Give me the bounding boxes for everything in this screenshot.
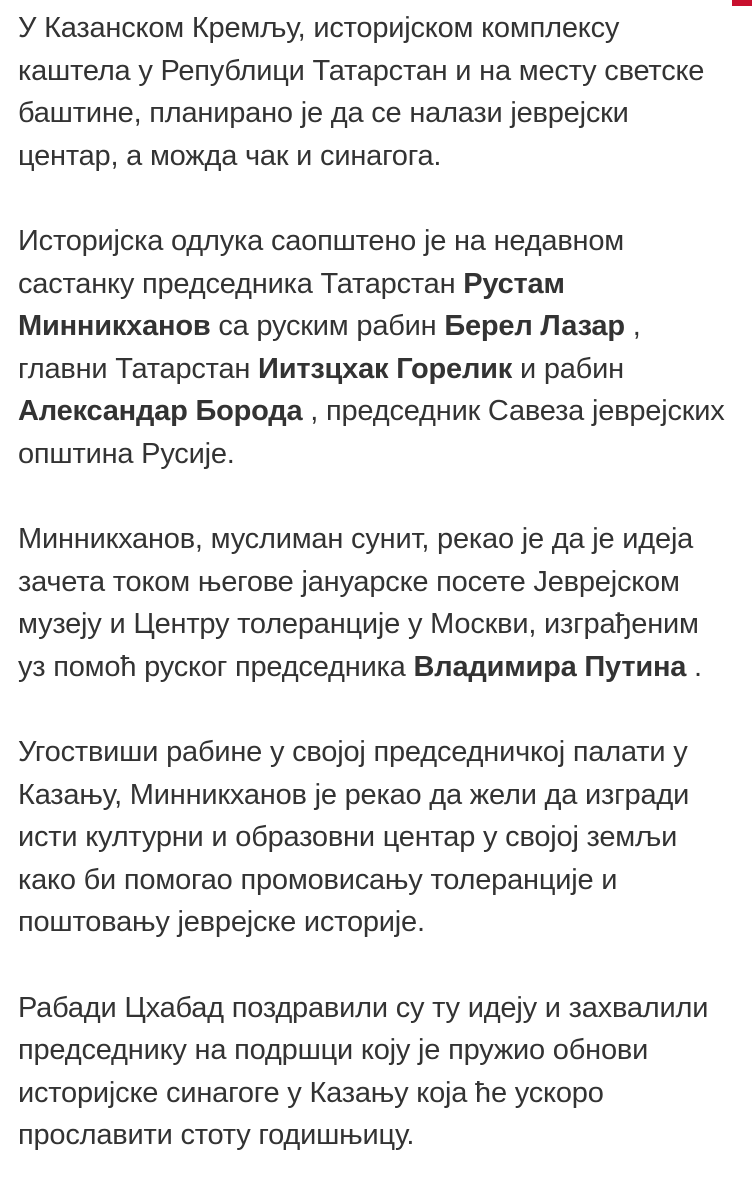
paragraph-1 xyxy=(18,0,734,177)
person-name: Александар Борода xyxy=(18,395,303,427)
person-name: Берел Лазар xyxy=(444,310,625,342)
paragraph-text: са руским рабин xyxy=(210,310,445,342)
paragraph-text: Минникханов, муслиман сунит, рекао је да је идеја зачета током његове јануарске посете Јеврејском музеју и Центру толеранције у Москви, изграђеним уз помоћ руског председника xyxy=(18,523,699,683)
paragraph-text: , главни Татарстан xyxy=(18,310,641,385)
paragraph-text: и рабин xyxy=(512,352,624,385)
paragraph-5 xyxy=(18,987,734,1157)
paragraph-text: . xyxy=(686,650,702,683)
person-name: Иитзцхак Горелик xyxy=(258,352,513,385)
paragraph-3 xyxy=(18,518,734,688)
paragraph-4 xyxy=(18,731,734,944)
paragraph-text: Историјска одлука саопштено је на недавном састанку председника Татарстан xyxy=(18,225,625,300)
person-name: Рустам Минникханов xyxy=(18,267,565,342)
top-accent-bar xyxy=(732,0,752,6)
article-body xyxy=(18,0,734,1157)
person-name: Владимира Путина xyxy=(413,650,687,683)
paragraph-text: У Казанском Кремљу, историјском комплексу каштела у Републици Татарстан и на месту светске баштине, планирано је да се налази јеврејски центар, а можда чак и синагога. xyxy=(18,12,705,172)
paragraph-text: Угоствиши рабине у својој председничкој палати у Казању, Минникханов је рекао да жели да изгради исти културни и образовни центар у својој земљи како би помогао промовисању толеранције и поштовању јеврејске историје. xyxy=(18,736,690,938)
paragraph-2 xyxy=(18,220,734,475)
paragraph-text: Рабади Цхабад поздравили су ту идеју и захвалили председнику на подршци коју је пружио обнови историјске синагоге у Казању која ће ускоро прославити стоту годишњицу. xyxy=(18,991,709,1151)
paragraph-text: , председник Савеза јеврејских општина Русије. xyxy=(18,395,725,470)
